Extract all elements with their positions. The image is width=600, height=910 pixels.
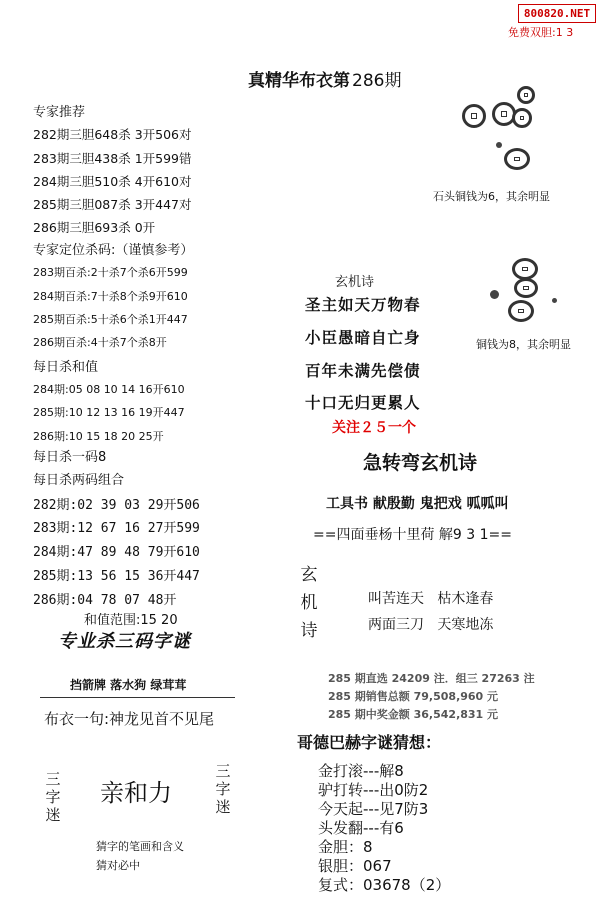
expert-line: 284期三胆510杀 4开610对 (33, 174, 192, 189)
riddle-heading: 专业杀三码字谜 (58, 631, 191, 652)
kill-two-line: 286期:04 78 07 48开 (33, 593, 177, 608)
page-title (248, 66, 401, 91)
turn-heading: 急转弯玄机诗 (363, 452, 478, 474)
buyi-saying: 布衣一句:神龙见首不见尾 (44, 710, 215, 728)
riddle-hint: 猜对必中 (96, 859, 140, 872)
riddle-hint: 猜字的笔画和含义 (96, 840, 184, 853)
godbach-heading: 哥德巴赫字谜猜想： (297, 733, 442, 752)
turn-line-1: 工具书 献殷勤 鬼把戏 呱呱叫 (326, 496, 509, 512)
kill-two-line: 282期:02 39 03 29开506 (33, 498, 200, 513)
position-kill-line: 285期百杀:5十杀6个杀1开447 (33, 313, 188, 326)
sum-kill-heading: 每日杀和值 (33, 360, 99, 375)
coins-caption-2: 铜钱为8，其余明显 (476, 338, 571, 351)
godbach-line: 金打滚---解8 (318, 762, 404, 780)
expert-line: 285期三胆087杀 3开447对 (33, 197, 192, 212)
expert-line: 283期三胆438杀 1开599错 (33, 151, 192, 166)
follow-tip: 关注２５一个 (332, 420, 416, 436)
godbach-line: 头发翻---有6 (318, 819, 404, 837)
title-issue: 286期 (352, 71, 402, 91)
xjs-row-1: 叫苦连天 枯木逢春 (368, 591, 494, 607)
riddle-center-word: 亲和力 (100, 779, 172, 807)
kill-two-heading: 每日杀两码组合 (33, 473, 125, 488)
free-double-tip: 免费双胆:1 3 (508, 26, 574, 39)
sum-kill-line: 286期:10 15 18 20 25开 (33, 430, 164, 443)
coins-picture-2 (476, 250, 586, 330)
poem-line: 百年未满先偿债 (305, 362, 421, 380)
position-kill-heading: 专家定位杀码:（谨慎参考） (33, 243, 194, 258)
gold-dan: 金胆：8 (318, 838, 373, 856)
vertical-char: 诗 (300, 621, 318, 641)
poem-line: 十口无归更累人 (305, 394, 421, 412)
expert-line: 282期三胆648杀 3开506对 (33, 127, 192, 142)
position-kill-line: 286期百杀:4十杀7个杀8开 (33, 336, 167, 349)
coins-caption-1: 石头铜钱为6，其余明显 (433, 190, 550, 203)
kill-two-line: 283期:12 67 16 27开599 (33, 521, 200, 536)
sum-range: 和值范围:15 20 (84, 613, 178, 628)
xuanji-heading: 玄机诗 (335, 275, 375, 290)
riddle-left-label: 三字迷 (45, 770, 61, 824)
position-kill-line: 284期百杀:7十杀8个杀9开610 (33, 290, 188, 303)
sum-kill-line: 284期:05 08 10 14 16开610 (33, 383, 185, 396)
multi-combo: 复式：03678（2） (318, 876, 451, 894)
vertical-title (299, 561, 319, 645)
turn-line-2: ==四面垂杨十里荷 解9 3 1== (313, 527, 512, 543)
silver-dan: 银胆：067 (318, 857, 392, 875)
expert-line: 286期三胆693杀 0开 (33, 220, 156, 235)
godbach-line: 今天起---见7防3 (318, 800, 429, 818)
coins-picture-1 (452, 80, 572, 185)
expert-heading: 专家推荐 (33, 105, 86, 120)
poem-line: 圣主如天万物春 (305, 296, 421, 314)
site-badge[interactable]: 800820.NET (518, 4, 596, 23)
kill-two-line: 285期:13 56 15 36开447 (33, 569, 200, 584)
kill-two-line: 284期:47 89 48 79开610 (33, 545, 200, 560)
godbach-line: 驴打转---出0防2 (318, 781, 429, 799)
stat-line: 285 期直选 24209 注．组三 27263 注 (328, 672, 535, 685)
kill-one-code: 每日杀一码8 (33, 450, 107, 465)
vertical-char: 机 (300, 593, 318, 613)
stat-line: 285 期中奖金额 36,542,831 元 (328, 708, 499, 721)
poem-line: 小臣愚暗自亡身 (305, 329, 421, 347)
divider (40, 697, 235, 698)
riddle-words: 挡箭牌 落水狗 绿茸茸 (70, 678, 187, 692)
riddle-right-label: 三字迷 (215, 762, 231, 816)
stat-line: 285 期销售总额 79,508,960 元 (328, 690, 499, 703)
vertical-char: 玄 (300, 565, 318, 585)
sum-kill-line: 285期:10 12 13 16 19开447 (33, 406, 185, 419)
xjs-row-2: 两面三刀 天寒地冻 (368, 617, 494, 633)
position-kill-line: 283期百杀:2十杀7个杀6开599 (33, 266, 188, 279)
title-text: 真精华布衣第 (248, 71, 350, 91)
